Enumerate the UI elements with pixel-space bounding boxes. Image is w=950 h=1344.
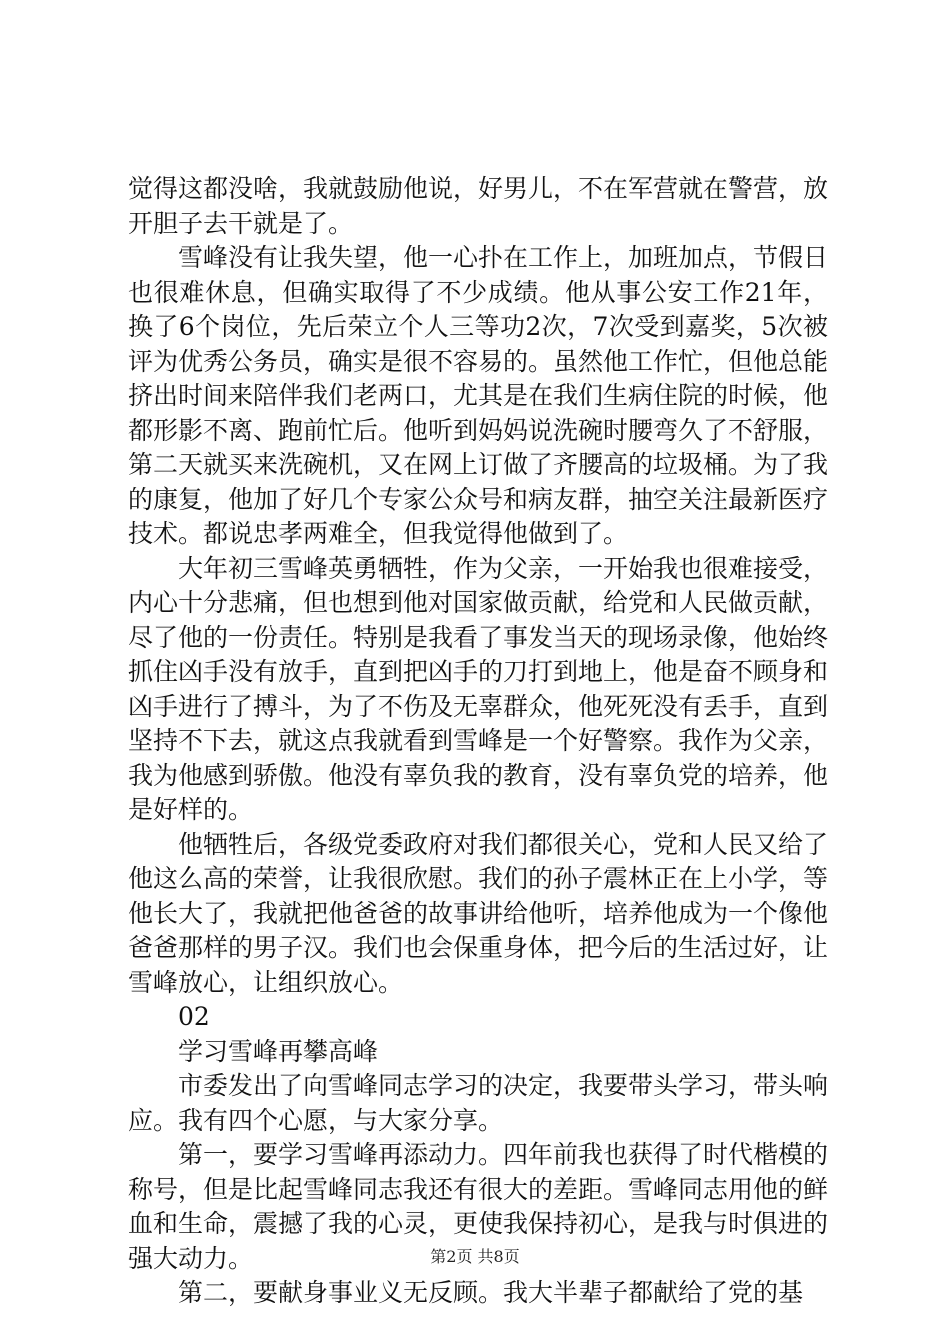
document-body bbox=[128, 172, 828, 1311]
section-heading: 学习雪峰再攀高峰 bbox=[178, 1036, 379, 1066]
paragraph-1: 觉得这都没啥，我就鼓励他说，好男儿，不在军营就在警营，放开胆子去干就是了。 bbox=[128, 174, 829, 238]
paragraph-2: 雪峰没有让我失望，他一心扑在工作上，加班加点，节假日也很难休息，但确实取得了不少成绩。他从事公安工作21年，换了6个岗位，先后荣立个人三等功2次，7次受到嘉奖，5次被评为优秀公务员，确实是很不容易的。虽然他工作忙，但他总能挤出时间来陪伴我们老两口，尤其是在我们生病住院的时候，他都形影不离、跑前忙后。他听到妈妈说洗碗时腰弯久了不舒服，第二天就买来洗碗机，又在网上订做了齐腰高的垃圾桶。为了我的康复，他加了好几个专家公众号和病友群，抽空关注最新医疗技术。都说忠孝两难全，但我觉得他做到了。 bbox=[128, 243, 829, 548]
paragraph-6: 第一，要学习雪峰再添动力。四年前我也获得了时代楷模的称号，但是比起雪峰同志我还有很大的差距。雪峰同志用他的鲜血和生命，震撼了我的心灵，更使我保持初心，是我与时俱进的强大动力。 bbox=[128, 1140, 829, 1273]
section-number: 02 bbox=[178, 1002, 210, 1031]
paragraph-5: 市委发出了向雪峰同志学习的决定，我要带头学习，带头响应。我有四个心愿，与大家分享。 bbox=[128, 1071, 829, 1135]
paragraph-3: 大年初三雪峰英勇牺牲，作为父亲，一开始我也很难接受，内心十分悲痛，但也想到他对国家做贡献，给党和人民做贡献，尽了他的一份责任。特别是我看了事发当天的现场录像，他始终抓住凶手没有放手，直到把凶手的刀打到地上，他是奋不顾身和凶手进行了搏斗，为了不伤及无辜群众，他死死没有丢手，直到坚持不下去，就这点我就看到雪峰是一个好警察。我作为父亲，我为他感到骄傲。他没有辜负我的教育，没有辜负党的培养，他是好样的。 bbox=[128, 553, 829, 824]
page-footer: 第2页 共8页 bbox=[430, 1247, 520, 1266]
paragraph-4: 他牺牲后，各级党委政府对我们都很关心，党和人民又给了他这么高的荣誉，让我很欣慰。我们的孙子震林正在上小学，等他长大了，我就把他爸爸的故事讲给他听，培养他成为一个像他爸爸那样的男子汉。我们也会保重身体，把今后的生活过好，让雪峰放心，让组织放心。 bbox=[128, 829, 829, 997]
paragraph-7: 第二，要献身事业义无反顾。我大半辈子都献给了党的基 bbox=[178, 1278, 804, 1307]
